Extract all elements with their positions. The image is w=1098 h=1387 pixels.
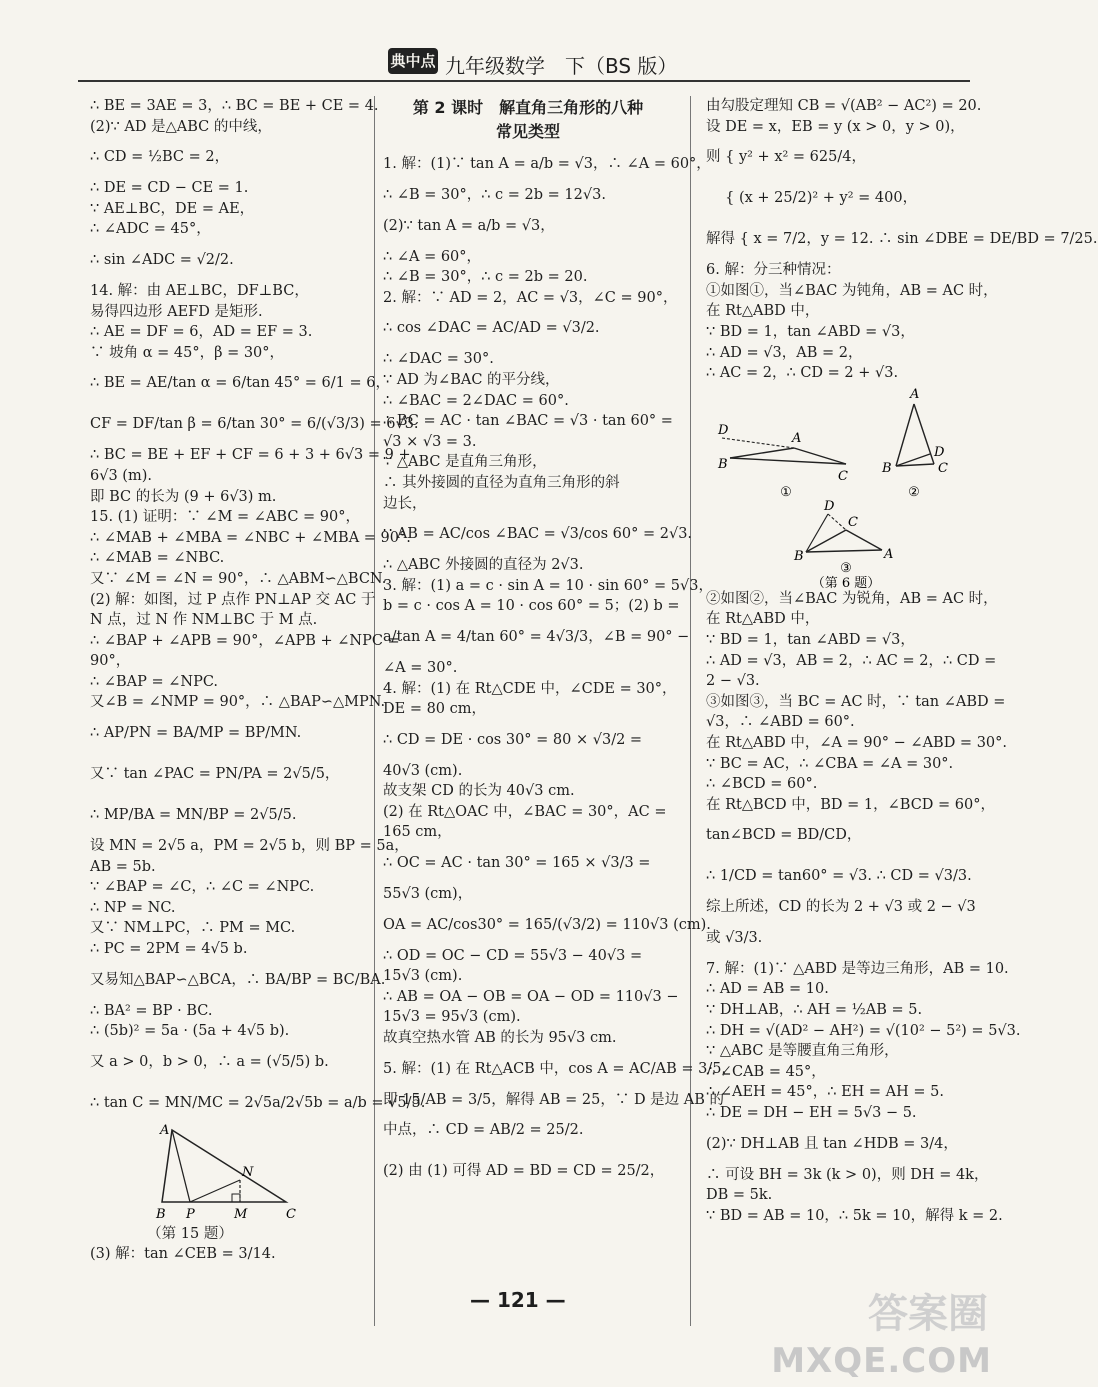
figure-6-label-3: ③: [840, 560, 852, 576]
col3_b-line: ∴ ∠BCD = 60°.: [706, 776, 818, 793]
col2-line: ∴ OC = AC · tan 30° = 165 × √3/3 =: [383, 855, 651, 872]
figure-6-caption: （第 6 题）: [811, 575, 881, 591]
figure-6-label-1: ①: [780, 484, 792, 500]
col1-line: ∴ AE = DF = 6，AD = EF = 3.: [90, 324, 313, 341]
svg-text:D: D: [934, 444, 945, 460]
col1-line: ∴ ∠MAB + ∠MBA = ∠NBC + ∠MBA = 90°.: [90, 529, 411, 546]
col1-line: AB = 5b.: [90, 858, 156, 875]
col1-tail: (3) 解：tan ∠CEB = 3/14.: [90, 1246, 276, 1263]
label-m: M: [234, 1206, 248, 1222]
col3_a-line: 在 Rt△ABD 中，: [706, 303, 820, 320]
col2-line: 40√3 (cm).: [383, 762, 463, 779]
col2-line: b = c · cos A = 10 · cos 60° = 5；(2) b =: [383, 598, 680, 615]
label-n: N: [242, 1164, 254, 1180]
col2-line: 边长，: [383, 495, 427, 512]
col2-line: (2) 在 Rt△OAC 中，∠BAC = 30°，AC =: [383, 803, 667, 820]
col2-line: 4. 解：(1) 在 Rt△CDE 中，∠CDE = 30°，: [383, 680, 677, 697]
col3_b-line: 在 Rt△ABD 中，∠A = 90° − ∠ABD = 30°.: [706, 734, 1008, 751]
col1-line: ∴ ∠MAB = ∠NBC.: [90, 550, 225, 567]
figure-6-1: [717, 423, 848, 500]
page-header: [0, 42, 1000, 82]
col3_b-line: 在 Rt△BCD 中，BD = 1，∠BCD = 60°，: [706, 796, 995, 813]
figure-6: [706, 384, 966, 589]
col3_b-line: ∴ 可设 BH = 3k (k > 0)，则 DH = 4k，: [706, 1166, 989, 1183]
watermark-url: MXQE.COM: [771, 1341, 992, 1381]
svg-text:C: C: [838, 468, 848, 484]
col2-line: ∴ CD = DE · cos 30° = 80 × √3/2 =: [383, 731, 643, 748]
col3_b-line: 2 − √3.: [706, 673, 760, 690]
col3_b-line: √3，∴ ∠ABD = 60°.: [706, 714, 855, 731]
col1-line: 又∵ tan ∠PAC = PN/PA = 2√5/5，: [90, 766, 340, 783]
col2-line: ∴ OD = OC − CD = 55√3 − 40√3 =: [383, 947, 643, 964]
col3_a-line: 6. 解：分三种情况：: [706, 262, 841, 279]
svg-text:C: C: [848, 514, 858, 530]
col2-line: ∴ AB = OA − OB = OA − OD = 110√3 −: [383, 988, 679, 1005]
col3_b-line: 在 Rt△ABD 中，: [706, 611, 820, 628]
col2-line: 165 cm，: [383, 824, 452, 841]
col2-line: ∴ ∠B = 30°，∴ c = 2b = 20.: [383, 269, 588, 286]
col2-line: OA = AC/cos30° = 165/(√3/2) = 110√3 (cm).: [383, 916, 711, 933]
col1-line: ∵ ∠BAP = ∠C，∴ ∠C = ∠NPC.: [90, 879, 315, 896]
col1-line: 易得四边形 AEFD 是矩形.: [90, 303, 263, 320]
col3_b-line: ∵ BD = 1，tan ∠ABD = √3，: [706, 631, 915, 648]
col2-line: 55√3 (cm)，: [383, 886, 473, 903]
col2-line: ∴ BC = AC · tan ∠BAC = √3 · tan 60° =: [383, 413, 673, 430]
col2-line: ∴ ∠A = 60°，: [383, 248, 482, 265]
col3_b-line: (2)∵ DH⊥AB 且 tan ∠HDB = 3/4，: [706, 1135, 958, 1152]
col3_b-line: ∴ DH = √(AD² − AH²) = √(10² − 5²) = 5√3.: [706, 1022, 1021, 1039]
col3_b-line: ∴ 1/CD = tan60° = √3. ∴ CD = √3/3.: [706, 868, 972, 885]
col3_a-line: ∴ AC = 2，∴ CD = 2 + √3.: [706, 365, 899, 382]
figure-6-3: [793, 499, 893, 576]
col3_b-line: ∵ BD = AB = 10，∴ 5k = 10，解得 k = 2.: [706, 1207, 1003, 1224]
label-p: P: [186, 1206, 195, 1222]
col3_b-line: 综上所述，CD 的长为 2 + √3 或 2 − √3: [706, 899, 976, 916]
label-a: A: [160, 1122, 170, 1138]
col3_a-line: ∵ BD = 1，tan ∠ABD = √3，: [706, 323, 915, 340]
col3_b-line: ∴ AD = √3，AB = 2，∴ AC = 2，∴ CD =: [706, 652, 997, 669]
col3_b-line: ∵ △ABC 是等腰直角三角形，: [706, 1043, 899, 1060]
page-number: — 121 —: [470, 1288, 566, 1312]
svg-text:B: B: [882, 460, 892, 476]
figure-15: [90, 1122, 296, 1224]
col3_b-line: ∴ ∠AEH = 45°，∴ EH = AH = 5.: [706, 1084, 945, 1101]
col2-line: ∴ △ABC 外接圆的直径为 2√3.: [383, 557, 584, 574]
svg-text:A: A: [792, 430, 802, 446]
col3_b-line: ∴ ∠CAB = 45°，: [706, 1063, 826, 1080]
col1-line: ∴ BC = BE + EF + CF = 6 + 3 + 6√3 = 9 +: [90, 447, 411, 464]
col2-line: ∴ cos ∠DAC = AC/AD = √3/2.: [383, 320, 600, 337]
col1-line: ∴ MP/BA = MN/BP = 2√5/5.: [90, 807, 297, 824]
col1-line: 又∵ NM⊥PC，∴ PM = MC.: [90, 920, 296, 937]
col3_b-line: ∵ BC = AC，∴ ∠CBA = ∠A = 30°.: [706, 755, 954, 772]
col2-line: 5. 解：(1) 在 Rt△ACB 中，cos A = AC/AB = 3/5，: [383, 1060, 736, 1077]
label-b: B: [156, 1206, 166, 1222]
col2-line: (2)∵ tan A = a/b = √3，: [383, 217, 555, 234]
col2-line: ∴ ∠DAC = 30°.: [383, 351, 494, 368]
col2-line: 15√3 (cm).: [383, 968, 463, 985]
col1-line: 即 BC 的长为 (9 + 6√3) m.: [90, 488, 277, 505]
col1-line: N 点，过 N 作 NM⊥BC 于 M 点.: [90, 612, 318, 629]
svg-text:D: D: [718, 422, 729, 438]
col1-line: ∴ AP/PN = BA/MP = BP/MN.: [90, 725, 302, 742]
col1-line: 6√3 (m).: [90, 467, 152, 484]
col2-line: ∴ 其外接圆的直径为直角三角形的斜: [383, 474, 620, 491]
col1-line: (2)∵ AD 是△ABC 的中线，: [90, 118, 272, 135]
column-3-lines-b: [706, 589, 1021, 1227]
col3_b-line: tan∠BCD = BD/CD，: [706, 827, 862, 844]
col2-line: DE = 80 cm，: [383, 701, 487, 718]
header-title: 九年级数学 下（BS 版）: [445, 54, 678, 78]
col3_a-line: 设 DE = x，EB = y (x > 0，y > 0)，: [706, 118, 965, 135]
col2-line: ∠A = 30°.: [383, 659, 458, 676]
col1-line: ∴ ∠ADC = 45°，: [90, 221, 211, 238]
col2-line: 2. 解：∵ AD = 2，AC = √3，∠C = 90°，: [383, 289, 678, 306]
segment-ap: [172, 1130, 190, 1202]
col1-line: ∵ 坡角 α = 45°，β = 30°，: [90, 344, 285, 361]
col2-line: 中点，∴ CD = AB/2 = 25/2.: [383, 1122, 584, 1139]
section-title: 第 2 课时 解直角三角形的八种: [412, 98, 644, 117]
col3_a-line: 由勾股定理知 CB = √(AB² − AC²) = 20.: [706, 98, 982, 114]
col1-line: 15. (1) 证明：∵ ∠M = ∠ABC = 90°，: [90, 509, 360, 526]
col1-line: 又易知△BAP∽△BCA，∴ BA/BP = BC/BA.: [90, 971, 386, 988]
col2-line: ∵ AD 为∠BAC 的平分线，: [383, 371, 560, 388]
col1-line: 又∠B = ∠NMP = 90°，∴ △BAP∽△MPN.: [90, 694, 386, 711]
col1-line: 90°，: [90, 653, 131, 670]
col3_b-line: DB = 5k.: [706, 1187, 773, 1204]
col3_b-line: 7. 解：(1)∵ △ABD 是等边三角形，AB = 10.: [706, 960, 1009, 977]
col3_b-line: ∵ DH⊥AB，∴ AH = ½AB = 5.: [706, 1002, 923, 1019]
col2-line: 故真空热水管 AB 的长为 95√3 cm.: [383, 1030, 617, 1047]
col1-line: ∴ BE = 3AE = 3，∴ BC = BE + CE = 4.: [90, 98, 379, 114]
col1-line: ∴ ∠BAP = ∠NPC.: [90, 673, 219, 690]
label-c: C: [286, 1206, 296, 1222]
svg-text:D: D: [824, 498, 835, 514]
col2-line: ∴ ∠BAC = 2∠DAC = 60°.: [383, 392, 569, 409]
col2-line: (2) 由 (1) 可得 AD = BD = CD = 25/2，: [383, 1163, 665, 1180]
svg-text:A: A: [884, 546, 894, 562]
col3_a-line: 解得 { x = 7/2，y = 12. ∴ sin ∠DBE = DE/BD = 7/25.: [706, 231, 1098, 248]
col1-line: ∴ tan C = MN/MC = 2√5a/2√5b = a/b = √5/5.: [90, 1094, 426, 1111]
col2-line: ∵ △ABC 是直角三角形，: [383, 454, 547, 471]
col1-line: ∴ BA² = BP · BC.: [90, 1002, 213, 1019]
col3_b-line: ∴ AD = AB = 10.: [706, 981, 829, 998]
col1-line: ∴ sin ∠ADC = √2/2.: [90, 251, 234, 268]
col1-line: 设 MN = 2√5 a，PM = 2√5 b，则 BP = 5a，: [90, 838, 409, 855]
col1-line: ∴ PC = 2PM = 4√5 b.: [90, 941, 248, 958]
col2-line: ∵ AB = AC/cos ∠BAC = √3/cos 60° = 2√3.: [383, 526, 693, 543]
col3_b-line: ∴ DE = DH − EH = 5√3 − 5.: [706, 1105, 917, 1122]
col2-line: ∴ ∠B = 30°，∴ c = 2b = 12√3.: [383, 187, 606, 203]
column-3-lines-a: [706, 96, 1098, 384]
column-divider-2: [690, 96, 691, 1326]
col2-line: 1. 解：(1)∵ tan A = a/b = √3，∴ ∠A = 60°，: [383, 156, 711, 172]
svg-text:C: C: [938, 460, 948, 476]
col2-line: 即 15/AB = 3/5，解得 AB = 25，∵ D 是边 AB 的: [383, 1091, 725, 1108]
col1-line: ∴ (5b)² = 5a · (5a + 4√5 b).: [90, 1023, 290, 1040]
header-rule: [78, 80, 970, 82]
col3_b-line: 或 √3/3.: [706, 929, 763, 946]
col3_a-line: { (x + 25/2)² + y² = 400，: [706, 190, 918, 207]
col3_a-line: ∴ AD = √3，AB = 2，: [706, 344, 863, 361]
col3_a-line: 则 { y² + x² = 625/4，: [706, 149, 866, 166]
col3_b-line: ②如图②，当∠BAC 为锐角，AB = AC 时，: [706, 590, 998, 607]
col1-line: ∴ CD = ½BC = 2，: [90, 149, 230, 166]
figure-6-label-2: ②: [908, 484, 920, 500]
figure-6-2: [881, 387, 948, 500]
section-subtitle: 常见类型: [495, 122, 560, 141]
right-angle-mark: [232, 1194, 240, 1202]
figure-15-caption: （第 15 题）: [147, 1225, 233, 1242]
col1-line: CF = DF/tan β = 6/tan 30° = 6/(√3/3) = 6√3.: [90, 416, 419, 433]
column-3: [706, 96, 1098, 1226]
col2-line: a/tan A = 4/tan 60° = 4√3/3，∠B = 90° −: [383, 628, 690, 645]
col1-line: 14. 解：由 AE⊥BC，DF⊥BC，: [90, 282, 309, 299]
col1-line: ∴ DE = CD − CE = 1.: [90, 180, 249, 197]
col2-line: 15√3 = 95√3 (cm).: [383, 1009, 521, 1026]
brand-logo: 典中点: [388, 48, 438, 74]
svg-text:A: A: [910, 386, 920, 402]
col2-line: √3 × √3 = 3.: [383, 433, 477, 450]
watermark-logo: 答案圈: [868, 1291, 988, 1337]
col2-line: 故支架 CD 的长为 40√3 cm.: [383, 783, 575, 800]
col1-line: 又 a > 0，b > 0，∴ a = (√5/5) b.: [90, 1053, 329, 1070]
svg-text:B: B: [794, 548, 804, 564]
column-divider-1: [374, 96, 375, 1326]
svg-text:B: B: [718, 456, 728, 472]
col1-line: (2) 解：如图，过 P 点作 PN⊥AP 交 AC 于: [90, 591, 376, 608]
col3_a-line: ①如图①，当∠BAC 为钝角，AB = AC 时，: [706, 282, 998, 299]
col3_b-line: ③如图③，当 BC = AC 时，∵ tan ∠ABD =: [706, 693, 1006, 710]
col1-line: ∵ AE⊥BC，DE = AE，: [90, 200, 255, 217]
col2-line: 3. 解：(1) a = c · sin A = 10 · sin 60° = 5√3，: [383, 577, 713, 594]
col1-line: ∴ NP = NC.: [90, 899, 176, 916]
col1-line: 又∵ ∠M = ∠N = 90°，∴ △ABM∽△BCN.: [90, 570, 387, 587]
col1-line: ∴ ∠BAP + ∠APB = 90°，∠APB + ∠NPC =: [90, 632, 400, 649]
col1-line: ∴ BE = AE/tan α = 6/tan 45° = 6/1 = 6，: [90, 375, 390, 392]
